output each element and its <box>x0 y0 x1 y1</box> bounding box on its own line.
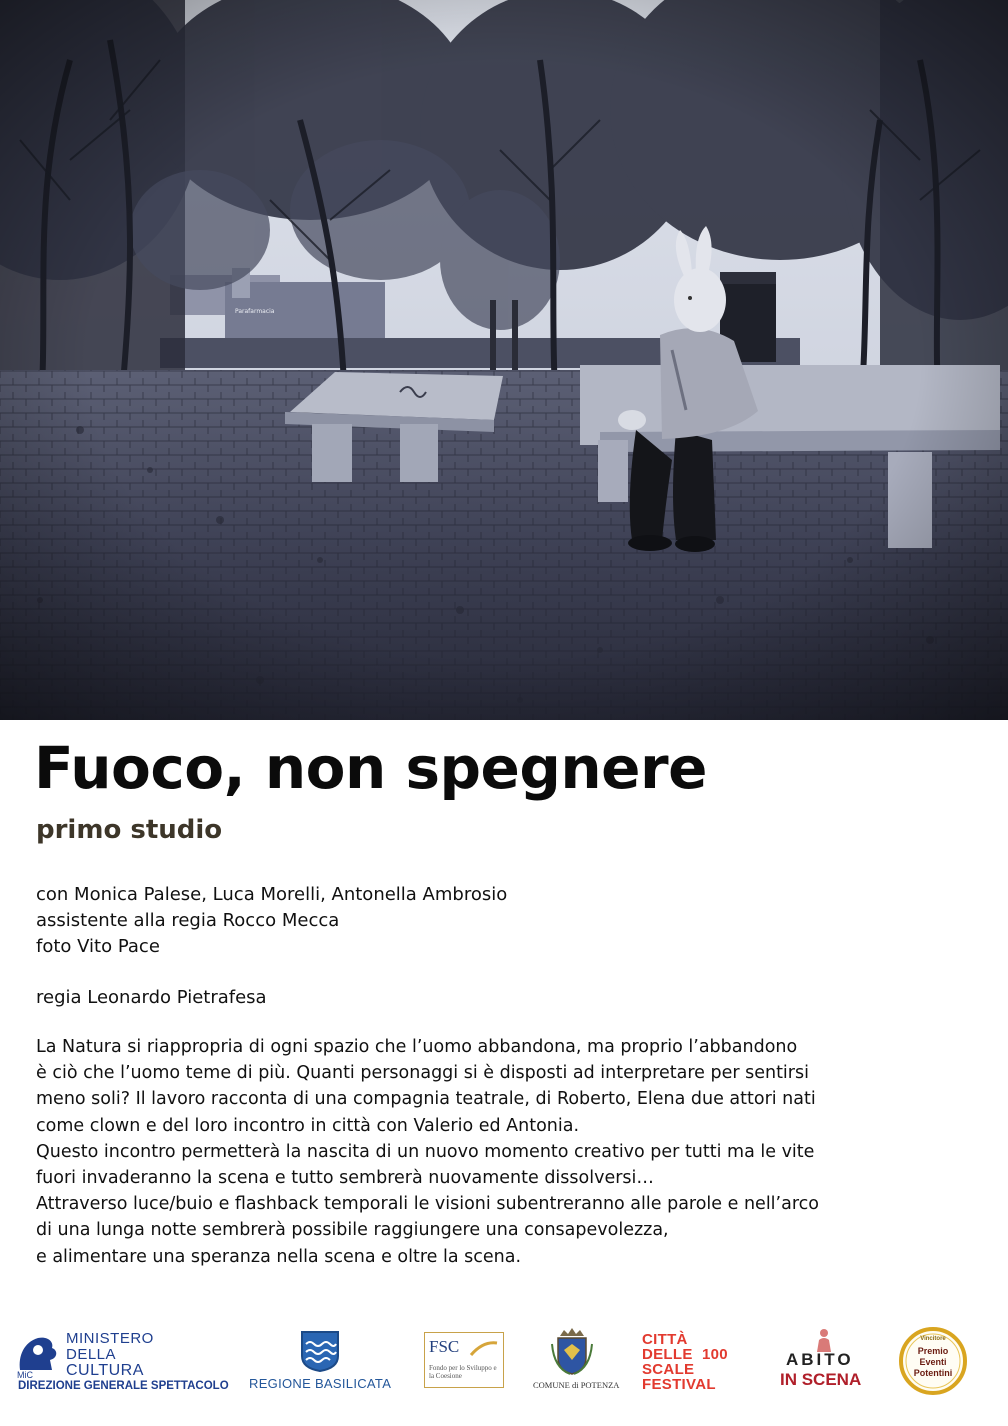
ministero-cultura-logo <box>14 1330 229 1390</box>
citta-line-2: DELLE <box>642 1346 693 1363</box>
abito-line-2: IN SCENA <box>780 1370 862 1389</box>
credits <box>36 882 507 960</box>
poster-title: Fuoco, non spegnere <box>34 734 707 802</box>
description-line: La Natura si riappropria di ogni spazio che l’uomo abbandona, ma proprio l’abbandono <box>36 1037 798 1057</box>
description <box>36 1034 996 1270</box>
description-line: fuori invaderanno la scena e tutto sembrerà nuovamente dissolversi… <box>36 1168 654 1189</box>
director-line: regia Leonardo Pietrafesa <box>36 987 267 1008</box>
premio-top: Vincitore <box>920 1336 946 1342</box>
assistant-director-line: assistente alla regia Rocco Mecca <box>36 910 340 931</box>
abito-line-1: ABITO <box>786 1350 854 1369</box>
mic-line-4: DIREZIONE GENERALE SPETTACOLO <box>18 1380 229 1392</box>
description-line: come clown e del loro incontro in città con Valerio ed Antonia. <box>36 1115 580 1136</box>
citta-line-3: SCALE <box>642 1361 695 1378</box>
fsc-swoosh-icon <box>469 1339 499 1359</box>
mannequin-icon <box>812 1328 836 1352</box>
mic-mark: MiC <box>17 1370 33 1380</box>
basilicata-label: REGIONE BASILICATA <box>249 1376 392 1391</box>
regione-basilicata-logo <box>245 1330 395 1390</box>
description-line: Attraverso luce/buio e flashback temporali le visioni subentreranno alle parole e nell’arco <box>36 1194 819 1215</box>
fsc-caption: Fondo per lo Sviluppo e la Coesione <box>429 1364 497 1380</box>
abito-in-scena-logo <box>778 1328 870 1390</box>
fsc-logo <box>424 1332 504 1388</box>
description-line: meno soli? Il lavoro racconta di una compagnia teatrale, di Roberto, Elena due attori nati <box>36 1089 816 1110</box>
citta-100-scale-logo <box>642 1330 757 1393</box>
premio-line-2: Eventi <box>919 1357 947 1367</box>
mic-line-2: DELLA <box>66 1346 117 1363</box>
mic-line-3: CULTURA <box>66 1362 144 1379</box>
citta-number: 100 <box>702 1346 728 1363</box>
description-line: e alimentare una speranza nella scena e oltre la scena. <box>36 1246 522 1267</box>
poster-subtitle: primo studio <box>36 815 223 845</box>
premio-line-3: Potentini <box>913 1368 953 1378</box>
photo-credit-line: foto Vito Pace <box>36 936 160 957</box>
citta-line-1: CITTÀ <box>642 1331 688 1348</box>
description-line: Questo incontro permetterà la nascita di un nuovo momento creativo per tutti ma le vite <box>36 1141 815 1162</box>
description-line: è ciò che l’uomo teme di più. Quanti personaggi si è disposti ad interpretare per sentirsi <box>36 1063 809 1084</box>
sponsor-logos <box>0 1320 1008 1400</box>
premio-eventi-potentini-badge <box>898 1326 968 1396</box>
comune-potenza-logo <box>530 1328 620 1390</box>
premio-line-1: Premio <box>917 1346 949 1356</box>
fsc-acronym: FSC <box>429 1337 460 1356</box>
cast-line: con Monica Palese, Luca Morelli, Antonella Ambrosio <box>36 884 508 905</box>
potenza-label: COMUNE di POTENZA <box>533 1380 620 1390</box>
basilicata-shield-icon <box>300 1330 340 1372</box>
description-line: di una lunga notte sembrerà possibile raggiungere una consapevolezza, <box>36 1220 669 1241</box>
potenza-crest-icon <box>550 1328 594 1376</box>
citta-line-4: FESTIVAL <box>642 1376 716 1393</box>
mic-line-1: MINISTERO <box>66 1330 154 1347</box>
